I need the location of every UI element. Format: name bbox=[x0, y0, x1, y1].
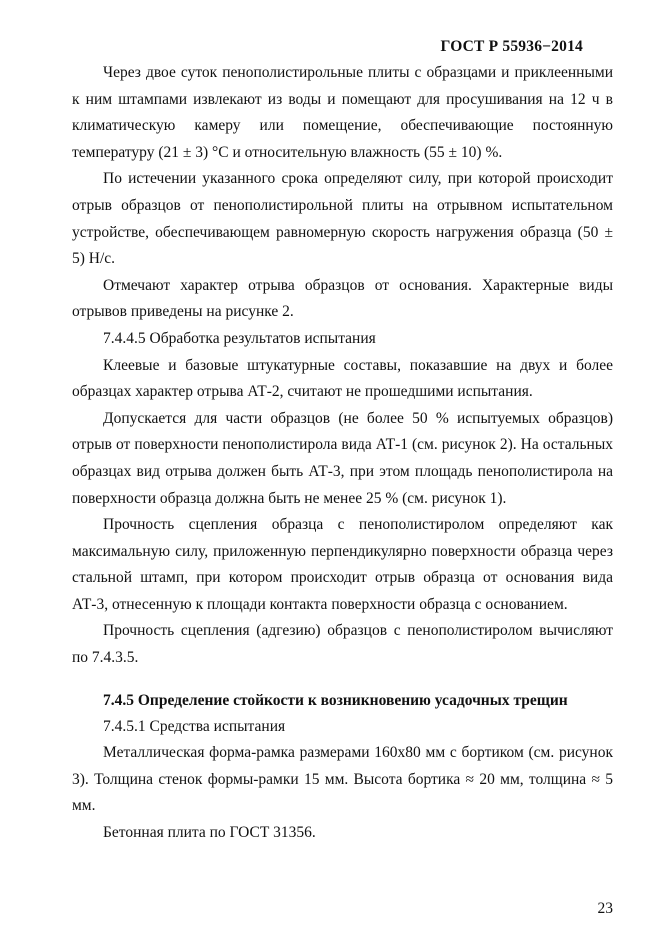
standard-header: ГОСТ Р 55936−2014 bbox=[440, 38, 583, 55]
paragraph-failed-tests: Клеевые и базовые штукатурные составы, показавшие на двух и более образцах характер отрыва АТ-2, считают не прошедшими испытания. bbox=[72, 356, 613, 401]
paragraph-concrete-slab: Бетонная плита по ГОСТ 31356. bbox=[103, 824, 316, 842]
page-number: 23 bbox=[597, 900, 613, 917]
document-body bbox=[72, 60, 613, 847]
section-heading-shrinkage-cracks: 7.4.5 Определение стойкости к возникновению усадочных трещин bbox=[103, 691, 568, 709]
paragraph-bond-strength-calc: Прочность сцепления (адгезию) образцов с пенополистиролом вычисляют по 7.4.3.5. bbox=[72, 622, 613, 667]
paragraph-allowed-failures: Допускается для части образцов (не более 50 % испытуемых образцов) отрыв от поверхности пенополистирола вида АТ-1 (см. рисунок 2). На остальных образцах вид отрыва должен быть АТ-3, при этом площадь пенополистирола на поверхности образца должна быть не менее 25 % (см. рисунок 1). bbox=[72, 409, 613, 507]
subsection-title-processing: 7.4.4.5 Обработка результатов испытания bbox=[103, 329, 376, 347]
paragraph-force-measure: По истечении указанного срока определяют силу, при которой происходит отрыв образцов от пенополистирольной плиты на отрывном испытательном устройстве, обеспечивающем равномерную скорость нагружения образца (50 ± 5) Н/с. bbox=[72, 170, 613, 268]
subsection-title-test-means: 7.4.5.1 Средства испытания bbox=[103, 717, 286, 735]
paragraph-bond-strength-definition: Прочность сцепления образца с пенополистиролом определяют как максимальную силу, приложенную перпендикулярно поверхности образца через стальной штамп, при котором происходит отрыв образца от основания вида АТ-3, отнесенную к площади контакта поверхности образца с основанием. bbox=[72, 516, 613, 613]
paragraph-drying: Через двое суток пенополистирольные плиты с образцами и приклеенными к ним штампами извлекают из воды и помещают для просушивания на 12 ч в климатическую камеру или помещение, обеспечивающие постоянную температуру (21 ± 3) °С и относительную влажность (55 ± 10) %. bbox=[72, 64, 613, 161]
paragraph-failure-types: Отмечают характер отрыва образцов от основания. Характерные виды отрывов приведены на рисунке 2. bbox=[72, 276, 613, 321]
paragraph-metal-frame: Металлическая форма-рамка размерами 160х80 мм с бортиком (см. рисунок 3). Толщина стенок формы-рамки 15 мм. Высота бортика ≈ 20 мм, толщина ≈ 5 мм. bbox=[72, 744, 613, 815]
